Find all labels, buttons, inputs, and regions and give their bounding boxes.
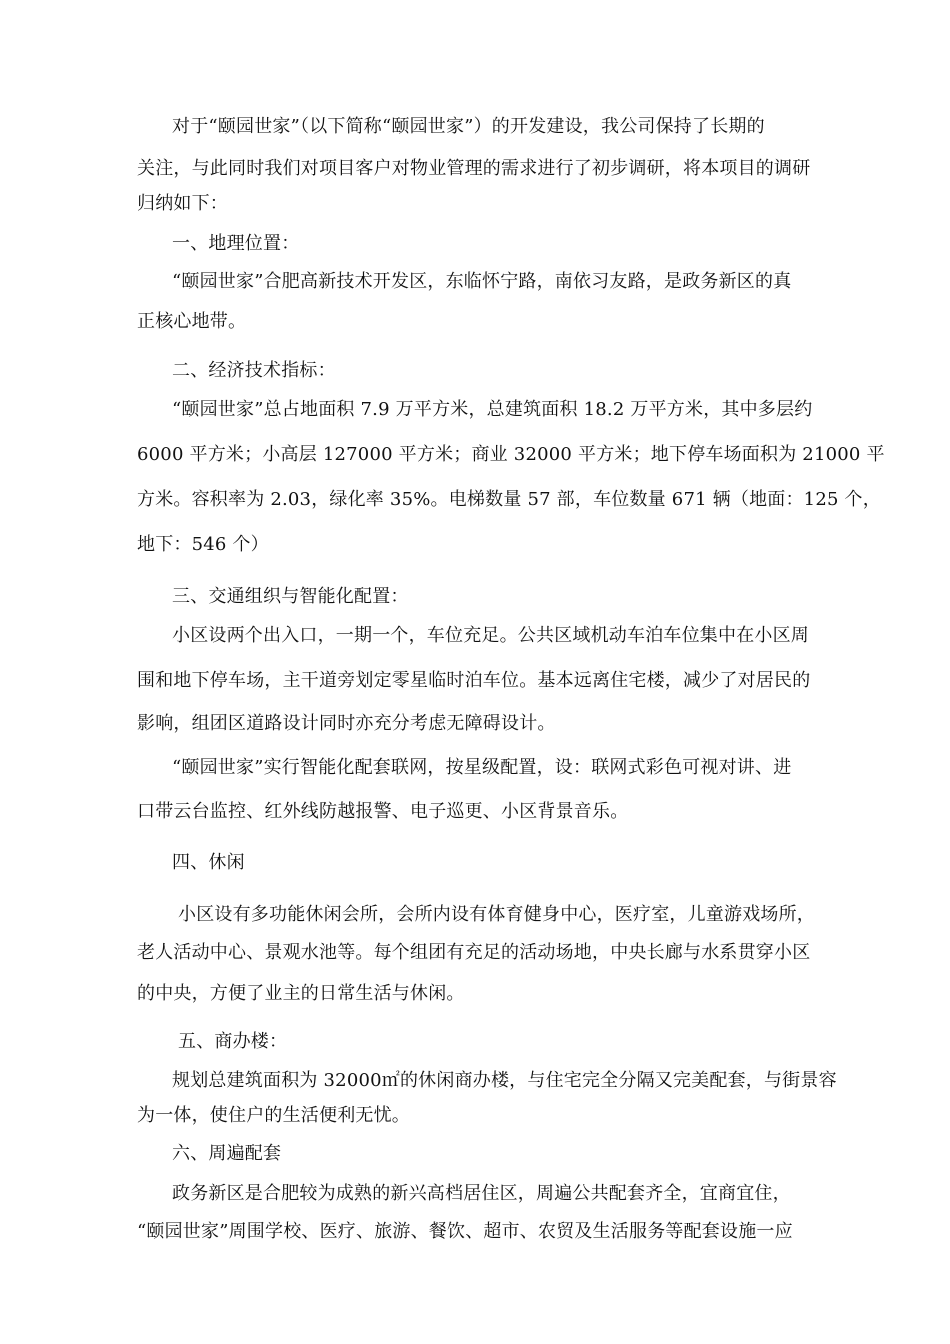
section-3-line-5: 口带云台监控、红外线防越报警、电子巡更、小区背景音乐。 <box>137 801 629 822</box>
intro-line-2: 关注，与此同时我们对项目客户对物业管理的需求进行了初步调研，将本项目的调研 <box>137 158 811 179</box>
section-2-line-3: 方米。容积率为 2.03，绿化率 35%。电梯数量 57 部，车位数量 671 辆（地面：125 个， <box>137 489 881 510</box>
section-4-line-2: 老人活动中心、景观水池等。每个组团有充足的活动场地，中央长廊与水系贯穿小区 <box>137 942 811 963</box>
section-6-line-1: 政务新区是合肥较为成熟的新兴高档居住区，周遍公共配套齐全，宜商宜住， <box>172 1183 791 1204</box>
section-5-line-1: 规划总建筑面积为 32000㎡的休闲商办楼，与住宅完全分隔又完美配套，与街景容 <box>172 1070 837 1091</box>
section-5-heading: 五、商办楼： <box>178 1031 288 1052</box>
section-3-heading: 三、交通组织与智能化配置： <box>172 586 409 607</box>
section-3-line-2: 围和地下停车场，主干道旁划定零星临时泊车位。基本远离住宅楼，减少了对居民的 <box>137 670 811 691</box>
section-2-line-2: 6000 平方米；小高层 127000 平方米；商业 32000 平方米；地下停车场面积为 21000 平 <box>137 444 885 465</box>
section-3-line-4: “颐园世家”实行智能化配套联网，按星级配置，设：联网式彩色可视对讲、进 <box>172 757 792 778</box>
section-4-line-1: 小区设有多功能休闲会所，会所内设有体育健身中心，医疗室，儿童游戏场所， <box>178 904 815 925</box>
section-4-heading: 四、休闲 <box>172 852 245 873</box>
section-5-line-2: 为一体，使住户的生活便利无忧。 <box>137 1105 410 1126</box>
intro-line-3: 归纳如下： <box>137 193 228 214</box>
section-2-heading: 二、经济技术指标： <box>172 360 336 381</box>
section-1-line-1: “颐园世家”合肥高新技术开发区，东临怀宁路，南依习友路，是政务新区的真 <box>172 271 792 292</box>
section-1-heading: 一、地理位置： <box>172 233 300 254</box>
section-4-line-3: 的中央，方便了业主的日常生活与休闲。 <box>137 983 465 1004</box>
section-6-line-2: “颐园世家”周围学校、医疗、旅游、餐饮、超市、农贸及生活服务等配套设施一应 <box>137 1221 793 1242</box>
section-1-line-2: 正核心地带。 <box>137 311 247 332</box>
intro-line-1: 对于“颐园世家”（以下简称“颐园世家”）的开发建设，我公司保持了长期的 <box>172 116 765 137</box>
section-6-heading: 六、周遍配套 <box>172 1143 282 1164</box>
section-2-line-4: 地下：546 个） <box>137 534 269 555</box>
section-2-line-1: “颐园世家”总占地面积 7.9 万平方米，总建筑面积 18.2 万平方米，其中多层约 <box>172 399 813 420</box>
section-3-line-3: 影响，组团区道路设计同时亦充分考虑无障碍设计。 <box>137 713 556 734</box>
section-3-line-1: 小区设两个出入口，一期一个，车位充足。公共区域机动车泊车位集中在小区周 <box>172 625 809 646</box>
